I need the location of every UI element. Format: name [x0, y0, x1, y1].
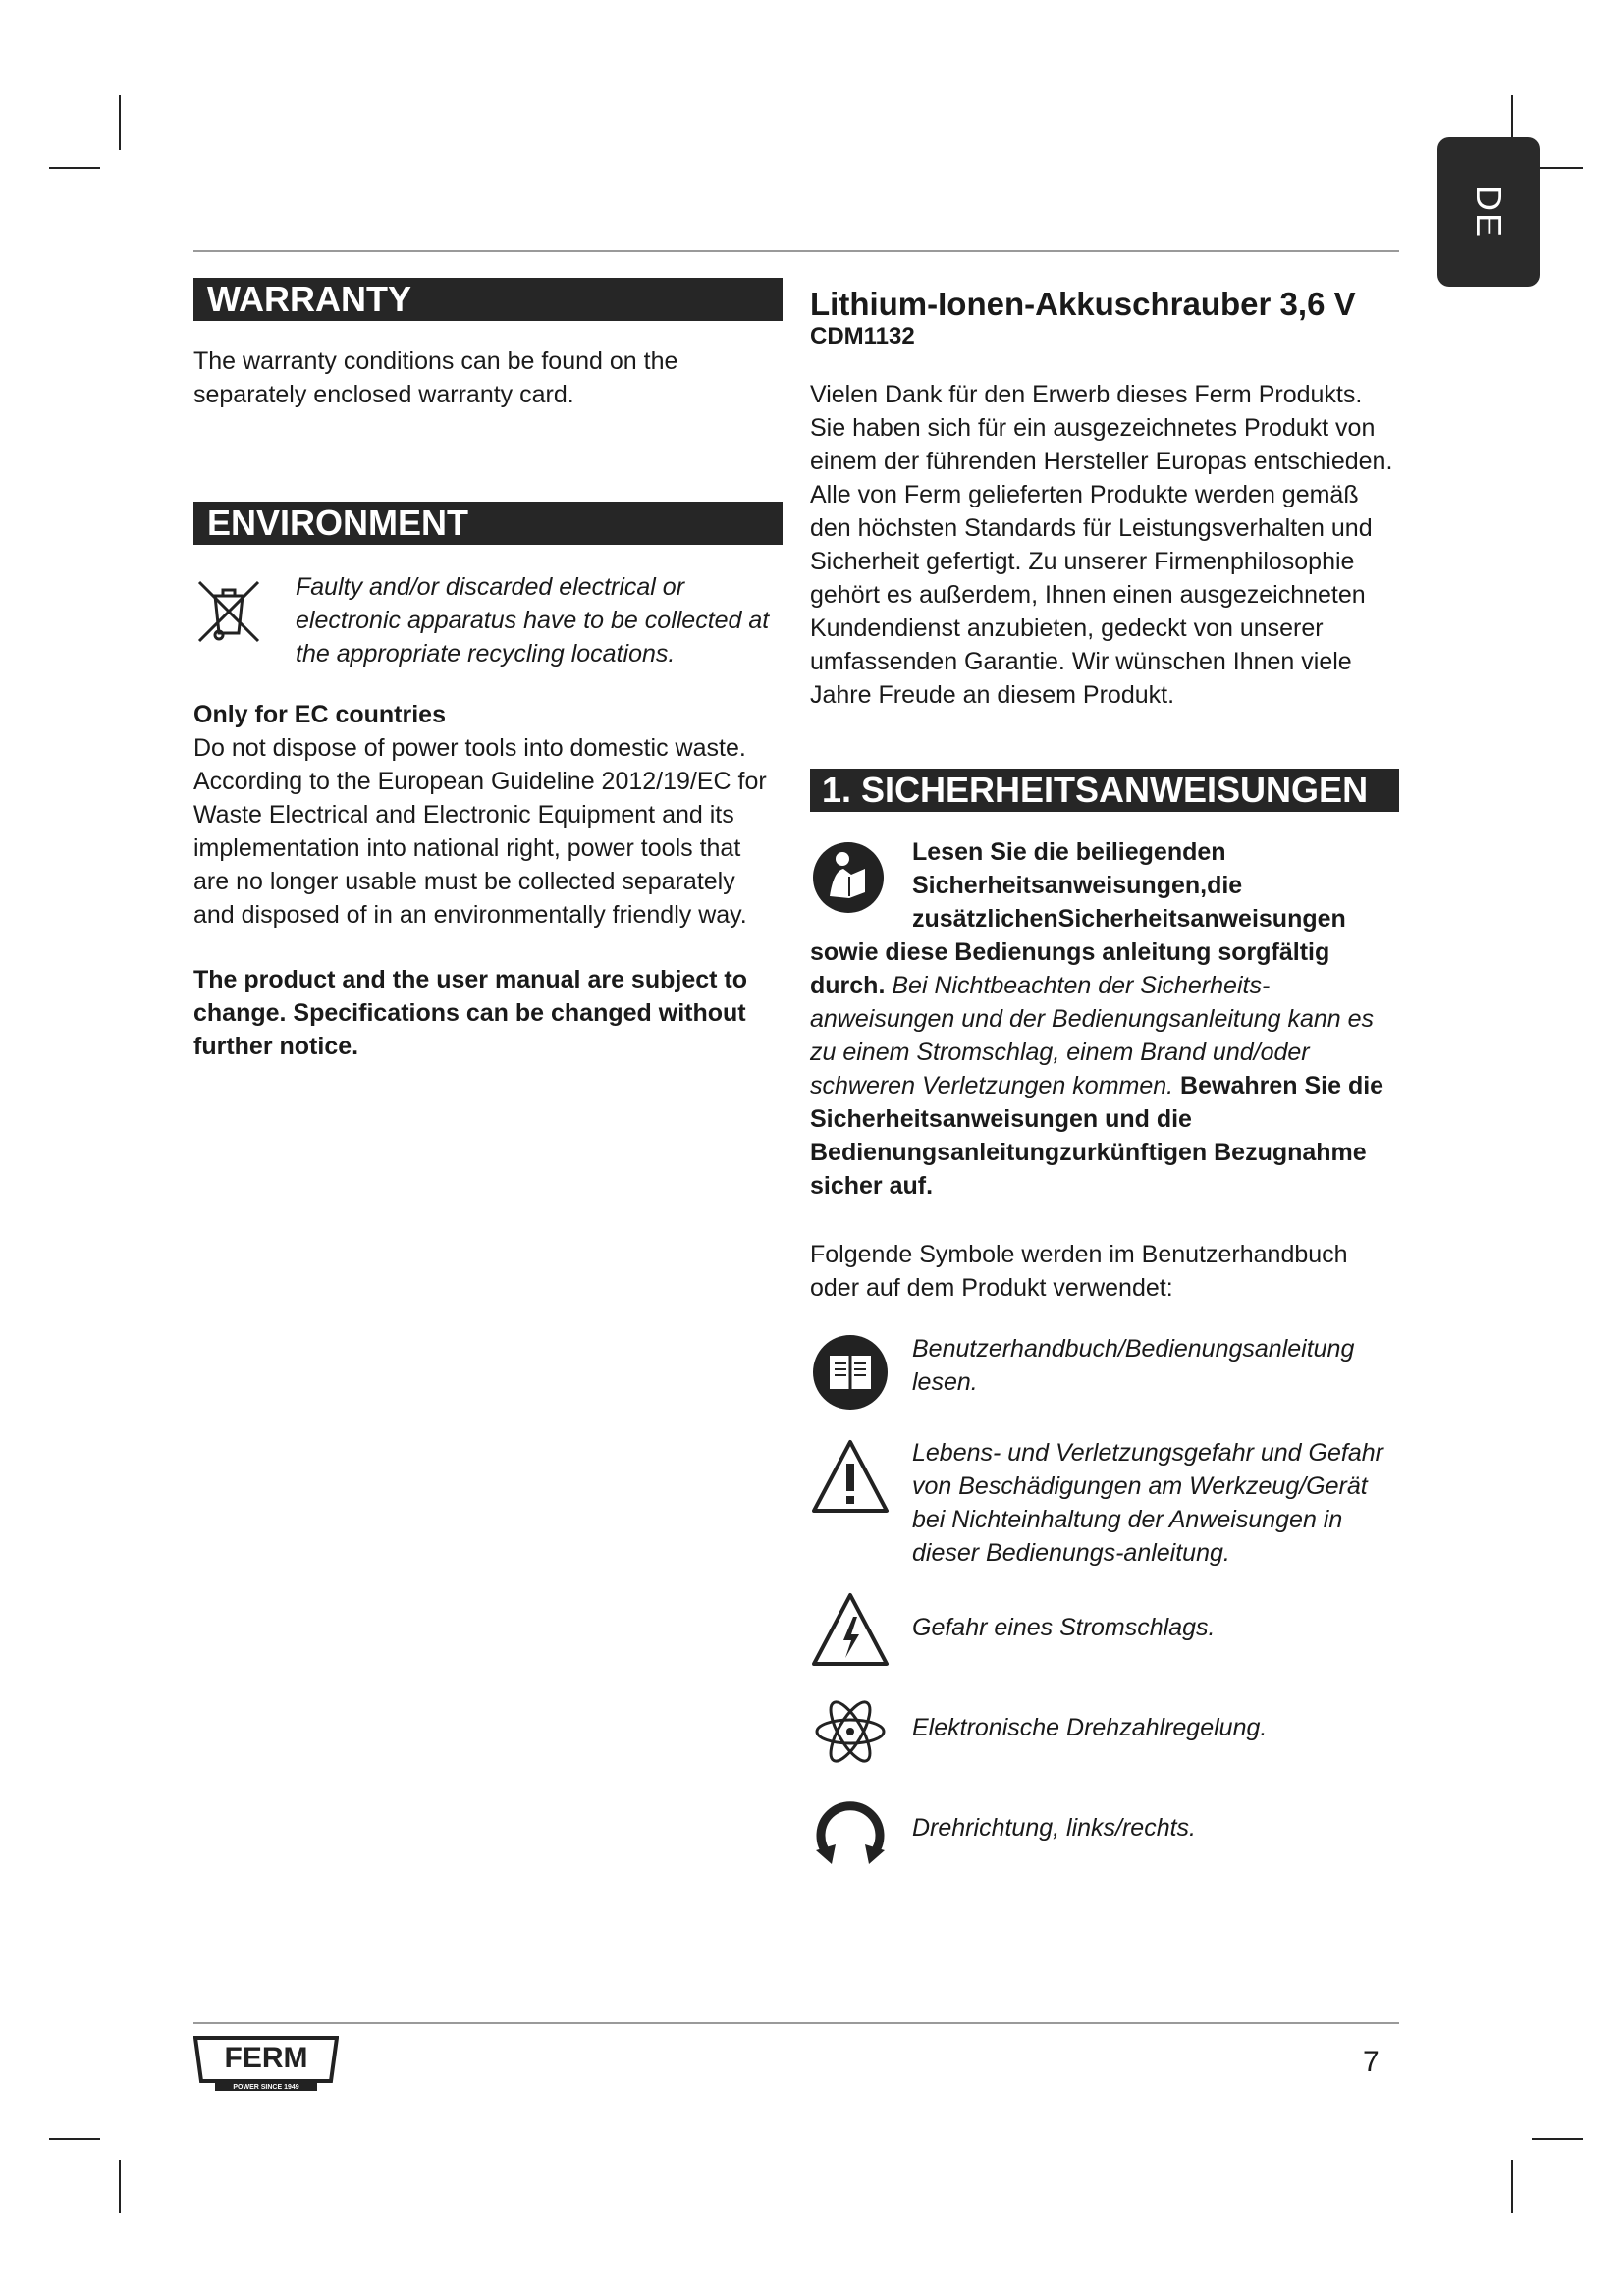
symbol-text: Benutzerhandbuch/Bedienungsanleitung lesen.: [912, 1335, 1355, 1396]
electronic-speed-control-icon: [810, 1691, 891, 1772]
right-column: [810, 278, 1399, 1872]
disposal-note-text: Faulty and/or discarded electrical or electronic apparatus have to be collected at the appropriate recycling locations.: [296, 573, 770, 667]
warning-triangle-icon: [810, 1436, 891, 1517]
symbol-text: Drehrichtung, links/rechts.: [912, 1814, 1197, 1842]
ec-countries-heading: Only for EC countries: [193, 701, 446, 728]
manual-book-icon: [810, 1332, 891, 1413]
disposal-note: [193, 570, 783, 670]
environment-heading: ENVIRONMENT: [193, 502, 783, 545]
safety-read-bold: Lesen Sie die beiliegenden Sicherheitsanweisungen,die zusätzlichenSicherheitsanweisungen sowie diese Bedienungs anleitung sorgfältig durch.: [810, 838, 1346, 999]
top-divider: [193, 250, 1399, 252]
symbol-text: Lebens- und Verletzungsgefahr und Gefahr von Beschädigungen am Werkzeug/Gerät bei Nichteinhaltung der Anweisungen in dieser Bedienungs-anleitung.: [912, 1439, 1383, 1567]
left-column: [193, 278, 783, 1063]
electric-shock-icon: [810, 1589, 891, 1670]
symbol-row: [810, 1691, 1399, 1772]
product-intro: Vielen Dank für den Erwerb dieses Ferm Produkts. Sie haben sich für ein ausgezeichnetes Produkt von einem der führenden Hersteller Europas entschieden. Alle von Ferm gelieferten Produkte werden gemäß den höchsten Standards für Leistungsverhalten und Sicherheit gefertigt. Zu unserer Firmenphilosophie gehört es außerdem, Ihnen einen ausgezeichneten Kundendienst anzubieten, gedeckt von unserer umfassenden Garantie. Wir wünschen Ihnen viele Jahre Freude an diesem Produkt.: [810, 381, 1393, 709]
crop-mark: [1532, 2138, 1583, 2140]
warranty-text: The warranty conditions can be found on the separately enclosed warranty card.: [193, 347, 678, 408]
language-tab: [1437, 137, 1540, 287]
crop-mark: [119, 95, 121, 150]
bottom-divider: [193, 2022, 1399, 2024]
crossed-out-wheelie-bin-icon: [193, 574, 264, 645]
ferm-logo-text: FERM: [224, 2042, 308, 2074]
change-notice: The product and the user manual are subject to change. Specifications can be changed without further notice.: [193, 966, 747, 1060]
ferm-logo: [193, 2034, 339, 2093]
symbol-text: Elektronische Drehzahlregelung.: [912, 1714, 1268, 1741]
rotation-direction-icon: [810, 1791, 891, 1872]
product-title: Lithium-Ionen-Akkuschrauber 3,6 V: [810, 286, 1356, 322]
crop-mark: [119, 2160, 121, 2213]
safety-heading: 1. SICHERHEITSANWEISUNGEN: [810, 769, 1399, 812]
warranty-heading: WARRANTY: [193, 278, 783, 321]
read-manual-person-icon: [810, 839, 887, 916]
safety-read-italic: Bei Nichtbeachten der Sicherheits-anweisungen und der Bedienungsanleitung kann es zu einem Stromschlag, einem Brand und/oder schweren Verletzungen kommen.: [810, 972, 1375, 1099]
symbol-text: Gefahr eines Stromschlags.: [912, 1614, 1216, 1641]
product-model: CDM1132: [810, 323, 915, 349]
crop-mark: [49, 167, 100, 169]
symbol-row: [810, 1589, 1399, 1670]
symbol-row: [810, 1791, 1399, 1872]
crop-mark: [49, 2138, 100, 2140]
safety-keep-bold: Bewahren Sie die Sicherheitsanweisungen und die Bedienungsanleitungzurkünftigen Bezugnahme sicher auf.: [810, 1072, 1384, 1200]
safety-read-block: [810, 835, 1399, 1202]
symbol-row: [810, 1436, 1399, 1570]
symbol-row: [810, 1332, 1399, 1413]
language-tab-label: DE: [1469, 185, 1509, 240]
ferm-logo-tagline: POWER SINCE 1949: [233, 2084, 299, 2091]
page-number: 7: [1363, 2046, 1380, 2078]
crop-mark: [1511, 2160, 1513, 2213]
symbols-intro: Folgende Symbole werden im Benutzerhandbuch oder auf dem Produkt verwendet:: [810, 1241, 1348, 1302]
ec-countries-text: Do not dispose of power tools into domestic waste. According to the European Guideline 2012/19/EC for Waste Electrical and Electronic Equipment and its implementation into national right, power tools that are no longer usable must be collected separately and disposed of in an environmentally friendly way.: [193, 734, 767, 929]
